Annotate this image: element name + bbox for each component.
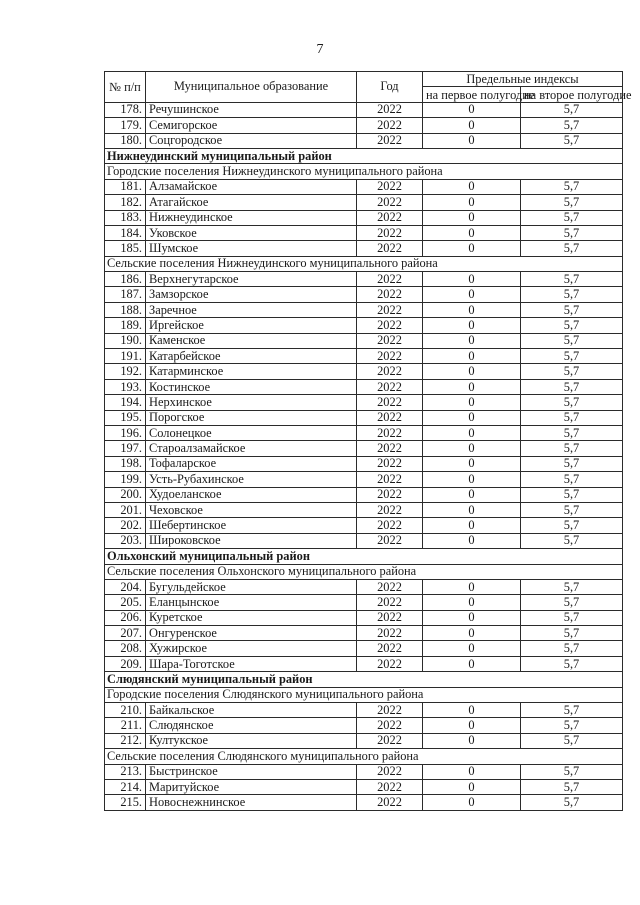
municipality-name: Худоеланское bbox=[146, 487, 357, 502]
header-year: Год bbox=[357, 72, 423, 103]
second-half-index: 5,7 bbox=[521, 333, 623, 348]
first-half-index: 0 bbox=[423, 626, 521, 641]
second-half-index: 5,7 bbox=[521, 456, 623, 471]
row-number: 201. bbox=[105, 502, 146, 517]
municipality-name: Костинское bbox=[146, 379, 357, 394]
municipality-name: Катарбейское bbox=[146, 349, 357, 364]
year-cell: 2022 bbox=[357, 779, 423, 794]
table-row bbox=[105, 425, 623, 440]
row-number: 200. bbox=[105, 487, 146, 502]
table-row bbox=[105, 718, 623, 733]
second-half-index: 5,7 bbox=[521, 379, 623, 394]
table-row bbox=[105, 518, 623, 533]
year-cell: 2022 bbox=[357, 487, 423, 502]
page-number: 7 bbox=[316, 42, 324, 57]
table-row bbox=[105, 395, 623, 410]
table-row bbox=[105, 779, 623, 794]
year-cell: 2022 bbox=[357, 118, 423, 133]
row-number: 197. bbox=[105, 441, 146, 456]
year-cell: 2022 bbox=[357, 764, 423, 779]
second-half-index: 5,7 bbox=[521, 441, 623, 456]
second-half-index: 5,7 bbox=[521, 779, 623, 794]
municipality-name: Нижнеудинское bbox=[146, 210, 357, 225]
municipality-name: Соцгородское bbox=[146, 133, 357, 148]
municipality-name: Култукское bbox=[146, 733, 357, 748]
first-half-index: 0 bbox=[423, 533, 521, 548]
table-row bbox=[105, 487, 623, 502]
first-half-index: 0 bbox=[423, 241, 521, 256]
table-row bbox=[105, 333, 623, 348]
second-half-index: 5,7 bbox=[521, 287, 623, 302]
header-limit-indices: Предельные индексы bbox=[423, 72, 623, 87]
year-cell: 2022 bbox=[357, 364, 423, 379]
municipality-name: Куретское bbox=[146, 610, 357, 625]
row-number: 195. bbox=[105, 410, 146, 425]
second-half-index: 5,7 bbox=[521, 795, 623, 810]
row-number: 196. bbox=[105, 425, 146, 440]
header-second-half: на второе полугодие bbox=[521, 87, 623, 102]
municipality-name: Шара-Тоготское bbox=[146, 656, 357, 671]
first-half-index: 0 bbox=[423, 502, 521, 517]
first-half-index: 0 bbox=[423, 703, 521, 718]
municipality-name: Слюдянское bbox=[146, 718, 357, 733]
second-half-index: 5,7 bbox=[521, 179, 623, 194]
municipality-name: Быстринское bbox=[146, 764, 357, 779]
municipality-name: Широковское bbox=[146, 533, 357, 548]
year-cell: 2022 bbox=[357, 410, 423, 425]
subgroup-heading: Сельские поселения Ольхонского муниципального района bbox=[105, 564, 623, 579]
table-row bbox=[105, 379, 623, 394]
row-number: 199. bbox=[105, 472, 146, 487]
second-half-index: 5,7 bbox=[521, 595, 623, 610]
first-half-index: 0 bbox=[423, 102, 521, 117]
row-number: 213. bbox=[105, 764, 146, 779]
first-half-index: 0 bbox=[423, 179, 521, 194]
municipality-name: Порогское bbox=[146, 410, 357, 425]
row-number: 178. bbox=[105, 102, 146, 117]
municipality-name: Тофаларское bbox=[146, 456, 357, 471]
table-row bbox=[105, 703, 623, 718]
table-row bbox=[105, 795, 623, 810]
year-cell: 2022 bbox=[357, 441, 423, 456]
municipality-name: Катарминское bbox=[146, 364, 357, 379]
municipality-name: Алзамайское bbox=[146, 179, 357, 194]
year-cell: 2022 bbox=[357, 195, 423, 210]
header-municipality: Муниципальное образование bbox=[146, 72, 357, 103]
year-cell: 2022 bbox=[357, 287, 423, 302]
table-row bbox=[105, 441, 623, 456]
first-half-index: 0 bbox=[423, 718, 521, 733]
year-cell: 2022 bbox=[357, 595, 423, 610]
row-number: 183. bbox=[105, 210, 146, 225]
first-half-index: 0 bbox=[423, 364, 521, 379]
first-half-index: 0 bbox=[423, 272, 521, 287]
first-half-index: 0 bbox=[423, 795, 521, 810]
first-half-index: 0 bbox=[423, 195, 521, 210]
table-row bbox=[105, 195, 623, 210]
year-cell: 2022 bbox=[357, 302, 423, 317]
second-half-index: 5,7 bbox=[521, 533, 623, 548]
table-row bbox=[105, 133, 623, 148]
second-half-index: 5,7 bbox=[521, 425, 623, 440]
subgroup-heading-row bbox=[105, 256, 623, 271]
second-half-index: 5,7 bbox=[521, 703, 623, 718]
table-row bbox=[105, 610, 623, 625]
second-half-index: 5,7 bbox=[521, 225, 623, 240]
second-half-index: 5,7 bbox=[521, 318, 623, 333]
municipality-name: Чеховское bbox=[146, 502, 357, 517]
second-half-index: 5,7 bbox=[521, 656, 623, 671]
second-half-index: 5,7 bbox=[521, 133, 623, 148]
second-half-index: 5,7 bbox=[521, 626, 623, 641]
second-half-index: 5,7 bbox=[521, 395, 623, 410]
table-row bbox=[105, 225, 623, 240]
year-cell: 2022 bbox=[357, 333, 423, 348]
table-row bbox=[105, 764, 623, 779]
second-half-index: 5,7 bbox=[521, 502, 623, 517]
row-number: 190. bbox=[105, 333, 146, 348]
municipality-name: Хужирское bbox=[146, 641, 357, 656]
row-number: 185. bbox=[105, 241, 146, 256]
first-half-index: 0 bbox=[423, 333, 521, 348]
year-cell: 2022 bbox=[357, 318, 423, 333]
first-half-index: 0 bbox=[423, 779, 521, 794]
second-half-index: 5,7 bbox=[521, 579, 623, 594]
municipality-name: Заречное bbox=[146, 302, 357, 317]
table-row bbox=[105, 502, 623, 517]
row-number: 182. bbox=[105, 195, 146, 210]
row-number: 180. bbox=[105, 133, 146, 148]
year-cell: 2022 bbox=[357, 502, 423, 517]
row-number: 203. bbox=[105, 533, 146, 548]
row-number: 184. bbox=[105, 225, 146, 240]
second-half-index: 5,7 bbox=[521, 610, 623, 625]
municipality-name: Байкальское bbox=[146, 703, 357, 718]
second-half-index: 5,7 bbox=[521, 364, 623, 379]
row-number: 188. bbox=[105, 302, 146, 317]
table-row bbox=[105, 626, 623, 641]
first-half-index: 0 bbox=[423, 441, 521, 456]
row-number: 207. bbox=[105, 626, 146, 641]
year-cell: 2022 bbox=[357, 425, 423, 440]
table-row bbox=[105, 533, 623, 548]
second-half-index: 5,7 bbox=[521, 472, 623, 487]
row-number: 198. bbox=[105, 456, 146, 471]
municipality-name: Замзорское bbox=[146, 287, 357, 302]
second-half-index: 5,7 bbox=[521, 733, 623, 748]
row-number: 194. bbox=[105, 395, 146, 410]
year-cell: 2022 bbox=[357, 133, 423, 148]
municipality-name: Маритуйское bbox=[146, 779, 357, 794]
year-cell: 2022 bbox=[357, 102, 423, 117]
row-number: 206. bbox=[105, 610, 146, 625]
municipality-name: Новоснежнинское bbox=[146, 795, 357, 810]
row-number: 189. bbox=[105, 318, 146, 333]
table-row bbox=[105, 364, 623, 379]
year-cell: 2022 bbox=[357, 533, 423, 548]
municipality-name: Еланцынское bbox=[146, 595, 357, 610]
table-row bbox=[105, 472, 623, 487]
year-cell: 2022 bbox=[357, 626, 423, 641]
second-half-index: 5,7 bbox=[521, 302, 623, 317]
row-number: 205. bbox=[105, 595, 146, 610]
year-cell: 2022 bbox=[357, 718, 423, 733]
year-cell: 2022 bbox=[357, 349, 423, 364]
table-row bbox=[105, 118, 623, 133]
subgroup-heading: Городские поселения Нижнеудинского муниципального района bbox=[105, 164, 623, 179]
table-row bbox=[105, 656, 623, 671]
year-cell: 2022 bbox=[357, 456, 423, 471]
row-number: 179. bbox=[105, 118, 146, 133]
first-half-index: 0 bbox=[423, 225, 521, 240]
year-cell: 2022 bbox=[357, 733, 423, 748]
subgroup-heading-row bbox=[105, 164, 623, 179]
year-cell: 2022 bbox=[357, 703, 423, 718]
row-number: 186. bbox=[105, 272, 146, 287]
table-row bbox=[105, 579, 623, 594]
table-row bbox=[105, 733, 623, 748]
first-half-index: 0 bbox=[423, 487, 521, 502]
municipality-name: Шумское bbox=[146, 241, 357, 256]
municipality-name: Шебертинское bbox=[146, 518, 357, 533]
first-half-index: 0 bbox=[423, 764, 521, 779]
district-heading: Слюдянский муниципальный район bbox=[105, 672, 623, 687]
row-number: 208. bbox=[105, 641, 146, 656]
first-half-index: 0 bbox=[423, 379, 521, 394]
district-heading: Ольхонский муниципальный район bbox=[105, 549, 623, 564]
row-number: 191. bbox=[105, 349, 146, 364]
table-row bbox=[105, 272, 623, 287]
year-cell: 2022 bbox=[357, 395, 423, 410]
table-body bbox=[105, 102, 623, 810]
second-half-index: 5,7 bbox=[521, 349, 623, 364]
row-number: 187. bbox=[105, 287, 146, 302]
year-cell: 2022 bbox=[357, 641, 423, 656]
district-heading-row bbox=[105, 672, 623, 687]
municipality-name: Онгуренское bbox=[146, 626, 357, 641]
first-half-index: 0 bbox=[423, 472, 521, 487]
second-half-index: 5,7 bbox=[521, 102, 623, 117]
municipality-name: Верхнегутарское bbox=[146, 272, 357, 287]
year-cell: 2022 bbox=[357, 225, 423, 240]
district-heading: Нижнеудинский муниципальный район bbox=[105, 148, 623, 163]
table-row bbox=[105, 241, 623, 256]
first-half-index: 0 bbox=[423, 349, 521, 364]
header-number: № п/п bbox=[105, 72, 146, 103]
first-half-index: 0 bbox=[423, 641, 521, 656]
district-heading-row bbox=[105, 549, 623, 564]
table-row bbox=[105, 302, 623, 317]
municipality-name: Атагайское bbox=[146, 195, 357, 210]
first-half-index: 0 bbox=[423, 456, 521, 471]
row-number: 202. bbox=[105, 518, 146, 533]
district-heading-row bbox=[105, 148, 623, 163]
row-number: 192. bbox=[105, 364, 146, 379]
municipality-name: Усть-Рубахинское bbox=[146, 472, 357, 487]
municipality-name: Бугульдейское bbox=[146, 579, 357, 594]
subgroup-heading-row bbox=[105, 564, 623, 579]
subgroup-heading: Сельские поселения Слюдянского муниципального района bbox=[105, 749, 623, 764]
second-half-index: 5,7 bbox=[521, 210, 623, 225]
table-row bbox=[105, 179, 623, 194]
table-row bbox=[105, 595, 623, 610]
table-row bbox=[105, 641, 623, 656]
table-row bbox=[105, 410, 623, 425]
municipality-name: Староалзамайское bbox=[146, 441, 357, 456]
row-number: 211. bbox=[105, 718, 146, 733]
row-number: 181. bbox=[105, 179, 146, 194]
first-half-index: 0 bbox=[423, 595, 521, 610]
second-half-index: 5,7 bbox=[521, 118, 623, 133]
first-half-index: 0 bbox=[423, 656, 521, 671]
year-cell: 2022 bbox=[357, 472, 423, 487]
row-number: 193. bbox=[105, 379, 146, 394]
second-half-index: 5,7 bbox=[521, 518, 623, 533]
subgroup-heading-row bbox=[105, 687, 623, 702]
row-number: 214. bbox=[105, 779, 146, 794]
municipality-name: Солонецкое bbox=[146, 425, 357, 440]
table-row bbox=[105, 287, 623, 302]
second-half-index: 5,7 bbox=[521, 641, 623, 656]
year-cell: 2022 bbox=[357, 656, 423, 671]
row-number: 210. bbox=[105, 703, 146, 718]
first-half-index: 0 bbox=[423, 425, 521, 440]
year-cell: 2022 bbox=[357, 210, 423, 225]
subgroup-heading: Сельские поселения Нижнеудинского муниципального района bbox=[105, 256, 623, 271]
row-number: 215. bbox=[105, 795, 146, 810]
row-number: 209. bbox=[105, 656, 146, 671]
first-half-index: 0 bbox=[423, 118, 521, 133]
table-row bbox=[105, 318, 623, 333]
municipality-name: Речушинское bbox=[146, 102, 357, 117]
second-half-index: 5,7 bbox=[521, 718, 623, 733]
table-row bbox=[105, 102, 623, 117]
municipality-name: Иргейское bbox=[146, 318, 357, 333]
municipality-name: Уковское bbox=[146, 225, 357, 240]
first-half-index: 0 bbox=[423, 579, 521, 594]
municipality-name: Каменское bbox=[146, 333, 357, 348]
second-half-index: 5,7 bbox=[521, 195, 623, 210]
second-half-index: 5,7 bbox=[521, 764, 623, 779]
first-half-index: 0 bbox=[423, 395, 521, 410]
year-cell: 2022 bbox=[357, 579, 423, 594]
second-half-index: 5,7 bbox=[521, 241, 623, 256]
second-half-index: 5,7 bbox=[521, 272, 623, 287]
year-cell: 2022 bbox=[357, 272, 423, 287]
first-half-index: 0 bbox=[423, 210, 521, 225]
table-row bbox=[105, 349, 623, 364]
year-cell: 2022 bbox=[357, 518, 423, 533]
row-number: 212. bbox=[105, 733, 146, 748]
first-half-index: 0 bbox=[423, 302, 521, 317]
first-half-index: 0 bbox=[423, 610, 521, 625]
table-row bbox=[105, 456, 623, 471]
first-half-index: 0 bbox=[423, 733, 521, 748]
year-cell: 2022 bbox=[357, 179, 423, 194]
second-half-index: 5,7 bbox=[521, 487, 623, 502]
first-half-index: 0 bbox=[423, 410, 521, 425]
year-cell: 2022 bbox=[357, 610, 423, 625]
row-number: 204. bbox=[105, 579, 146, 594]
header-first-half: на первое полугодие bbox=[423, 87, 521, 102]
municipality-name: Семигорское bbox=[146, 118, 357, 133]
municipality-name: Нерхинское bbox=[146, 395, 357, 410]
first-half-index: 0 bbox=[423, 287, 521, 302]
first-half-index: 0 bbox=[423, 518, 521, 533]
first-half-index: 0 bbox=[423, 318, 521, 333]
tariff-index-table bbox=[104, 71, 632, 811]
second-half-index: 5,7 bbox=[521, 410, 623, 425]
first-half-index: 0 bbox=[423, 133, 521, 148]
year-cell: 2022 bbox=[357, 241, 423, 256]
year-cell: 2022 bbox=[357, 795, 423, 810]
table-row bbox=[105, 210, 623, 225]
subgroup-heading-row bbox=[105, 749, 623, 764]
year-cell: 2022 bbox=[357, 379, 423, 394]
subgroup-heading: Городские поселения Слюдянского муниципального района bbox=[105, 687, 623, 702]
